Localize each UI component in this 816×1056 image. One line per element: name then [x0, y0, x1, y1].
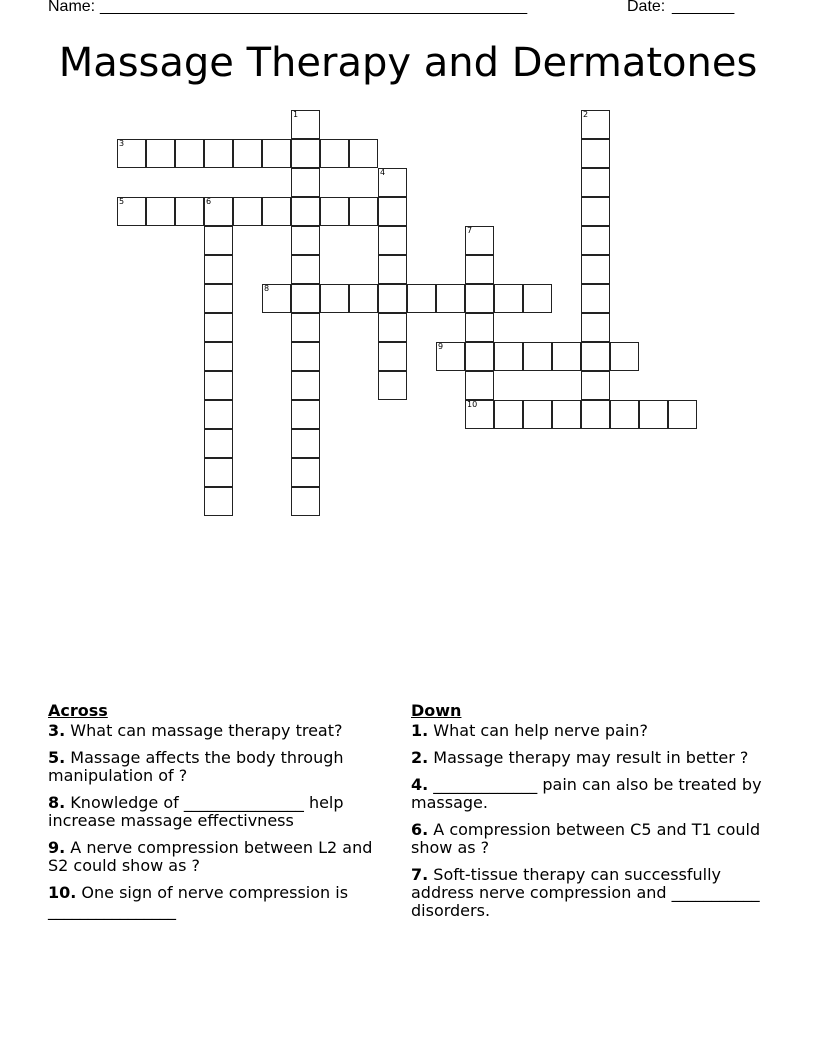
crossword-cell[interactable] — [494, 400, 523, 429]
crossword-cell[interactable] — [581, 168, 610, 197]
crossword-cell[interactable] — [204, 284, 233, 313]
crossword-cell[interactable] — [291, 226, 320, 255]
crossword-cell[interactable] — [291, 371, 320, 400]
clue-text: A compression between C5 and T1 could show as ? — [411, 820, 761, 857]
page-title: Massage Therapy and Dermatones — [58, 40, 758, 86]
crossword-cell[interactable] — [291, 139, 320, 168]
crossword-cell[interactable] — [436, 342, 465, 371]
crossword-cell[interactable] — [117, 197, 146, 226]
crossword-cell[interactable] — [465, 313, 494, 342]
crossword-cell[interactable] — [204, 226, 233, 255]
date-field[interactable]: _______ — [672, 0, 735, 15]
crossword-cell[interactable] — [378, 168, 407, 197]
crossword-cell[interactable] — [204, 400, 233, 429]
crossword-cell[interactable] — [204, 487, 233, 516]
crossword-cell[interactable] — [465, 226, 494, 255]
crossword-cell[interactable] — [291, 458, 320, 487]
clue-text: _____________ pain can also be treated by massage. — [411, 775, 762, 812]
crossword-cell[interactable] — [204, 197, 233, 226]
crossword-cell[interactable] — [581, 342, 610, 371]
crossword-cell[interactable] — [175, 197, 204, 226]
crossword-cell[interactable] — [291, 197, 320, 226]
crossword-cell[interactable] — [668, 400, 697, 429]
crossword-cell[interactable] — [581, 197, 610, 226]
across-heading: Across — [48, 701, 108, 720]
clue-number: 8. — [48, 793, 66, 812]
clue-text: Soft-tissue therapy can successfully address nerve compression and ___________ disorders. — [411, 865, 760, 920]
clue-number: 7. — [411, 865, 429, 884]
crossword-cell[interactable] — [291, 168, 320, 197]
down-heading: Down — [411, 701, 462, 720]
crossword-cell[interactable] — [465, 342, 494, 371]
clue-across-10 — [48, 884, 393, 920]
crossword-cell[interactable] — [204, 255, 233, 284]
clue-down-7 — [411, 866, 781, 920]
name-label: Name: — [48, 0, 96, 15]
crossword-cell[interactable] — [204, 429, 233, 458]
crossword-cell[interactable] — [204, 139, 233, 168]
crossword-cell[interactable] — [320, 284, 349, 313]
crossword-cell[interactable] — [378, 197, 407, 226]
crossword-cell[interactable] — [639, 400, 668, 429]
cell-number: 7 — [467, 226, 473, 235]
clue-down-2 — [411, 749, 781, 767]
date-label: Date: — [627, 0, 666, 15]
cell-number: 4 — [380, 168, 386, 177]
cell-number: 5 — [119, 197, 125, 206]
cell-number: 6 — [206, 197, 212, 206]
name-field[interactable]: ________________________________________________ — [100, 0, 528, 15]
crossword-cell[interactable] — [204, 371, 233, 400]
crossword-cell[interactable] — [204, 342, 233, 371]
clue-number: 2. — [411, 748, 429, 767]
clue-text: What can help nerve pain? — [428, 721, 648, 740]
crossword-cell[interactable] — [146, 197, 175, 226]
clue-down-6 — [411, 821, 781, 857]
crossword-cell[interactable] — [291, 255, 320, 284]
clue-number: 10. — [48, 883, 77, 902]
crossword-cell[interactable] — [581, 400, 610, 429]
crossword-cell[interactable] — [291, 429, 320, 458]
crossword-cell[interactable] — [494, 284, 523, 313]
cell-number: 9 — [438, 342, 444, 351]
crossword-cell[interactable] — [465, 371, 494, 400]
clue-number: 3. — [48, 721, 66, 740]
crossword-cell[interactable] — [233, 197, 262, 226]
crossword-cell[interactable] — [233, 139, 262, 168]
crossword-cell[interactable] — [581, 313, 610, 342]
crossword-cell[interactable] — [378, 284, 407, 313]
clue-number: 9. — [48, 838, 66, 857]
crossword-cell[interactable] — [523, 342, 552, 371]
down-clues — [411, 702, 781, 929]
crossword-cell[interactable] — [291, 110, 320, 139]
clue-across-8 — [48, 794, 393, 830]
crossword-cell[interactable] — [581, 139, 610, 168]
crossword-cell[interactable] — [291, 487, 320, 516]
clue-down-1 — [411, 722, 781, 740]
crossword-cell[interactable] — [291, 400, 320, 429]
crossword-cell[interactable] — [523, 400, 552, 429]
cell-number: 10 — [467, 400, 478, 409]
crossword-cell[interactable] — [117, 139, 146, 168]
crossword-cell[interactable] — [465, 255, 494, 284]
clue-text: One sign of nerve compression is ________________ — [48, 883, 349, 920]
crossword-cell[interactable] — [581, 226, 610, 255]
crossword-cell[interactable] — [494, 342, 523, 371]
crossword-cell[interactable] — [581, 284, 610, 313]
crossword-cell[interactable] — [465, 400, 494, 429]
crossword-cell[interactable] — [378, 226, 407, 255]
clue-number: 1. — [411, 721, 429, 740]
crossword-cell[interactable] — [349, 284, 378, 313]
crossword-cell[interactable] — [523, 284, 552, 313]
crossword-cell[interactable] — [407, 284, 436, 313]
clue-text: Knowledge of _______________ help increase massage effectivness — [48, 793, 344, 830]
clue-across-9 — [48, 839, 393, 875]
cell-number: 3 — [119, 139, 125, 148]
crossword-cell[interactable] — [610, 400, 639, 429]
crossword-cell[interactable] — [610, 342, 639, 371]
clue-across-5 — [48, 749, 393, 785]
crossword-cell[interactable] — [349, 197, 378, 226]
across-clues — [48, 702, 393, 929]
crossword-cell[interactable] — [291, 313, 320, 342]
cell-number: 1 — [293, 110, 299, 119]
crossword-cell[interactable] — [581, 110, 610, 139]
crossword-cell[interactable] — [349, 139, 378, 168]
clue-down-4 — [411, 776, 781, 812]
clue-number: 6. — [411, 820, 429, 839]
cell-number: 2 — [583, 110, 589, 119]
crossword-cell[interactable] — [204, 313, 233, 342]
cell-number: 8 — [264, 284, 270, 293]
clue-number: 4. — [411, 775, 429, 794]
crossword-cell[interactable] — [552, 342, 581, 371]
crossword-cell[interactable] — [291, 342, 320, 371]
clue-across-3 — [48, 722, 393, 740]
crossword-cell[interactable] — [378, 313, 407, 342]
clue-number: 5. — [48, 748, 66, 767]
clue-text: Massage therapy may result in better ? — [428, 748, 749, 767]
crossword-cell[interactable] — [378, 255, 407, 284]
crossword-cell[interactable] — [262, 284, 291, 313]
crossword-cell[interactable] — [291, 284, 320, 313]
crossword-cell[interactable] — [581, 371, 610, 400]
crossword-cell[interactable] — [465, 284, 494, 313]
crossword-cell[interactable] — [262, 197, 291, 226]
crossword-cell[interactable] — [175, 139, 204, 168]
crossword-cell[interactable] — [146, 139, 175, 168]
crossword-cell[interactable] — [378, 342, 407, 371]
crossword-cell[interactable] — [262, 139, 291, 168]
crossword-cell[interactable] — [320, 197, 349, 226]
crossword-cell[interactable] — [552, 400, 581, 429]
crossword-cell[interactable] — [436, 284, 465, 313]
clue-text: A nerve compression between L2 and S2 could show as ? — [48, 838, 373, 875]
crossword-cell[interactable] — [204, 458, 233, 487]
clue-text: Massage affects the body through manipulation of ? — [48, 748, 344, 785]
crossword-cell[interactable] — [320, 139, 349, 168]
clue-text: What can massage therapy treat? — [65, 721, 343, 740]
crossword-cell[interactable] — [378, 371, 407, 400]
crossword-cell[interactable] — [581, 255, 610, 284]
